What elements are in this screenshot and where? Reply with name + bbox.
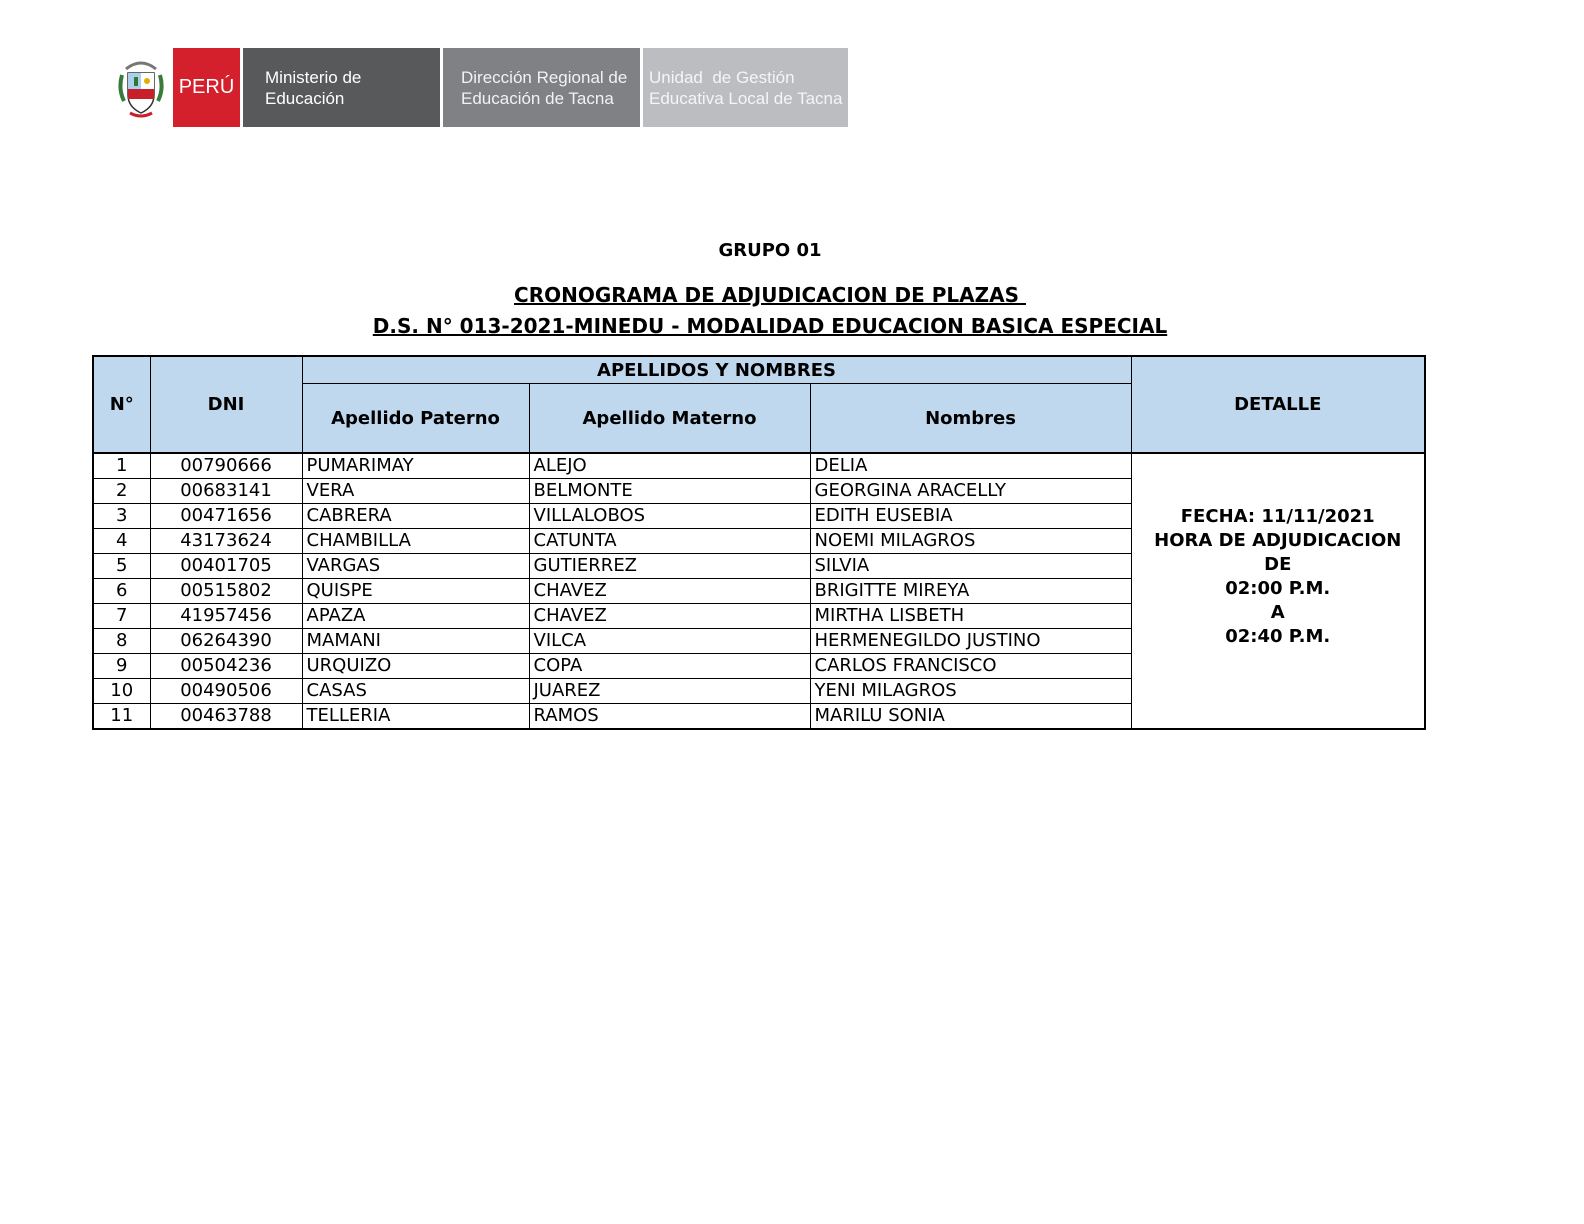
cell-num: 1 [93, 453, 150, 479]
cell-materno: RAMOS [529, 704, 810, 730]
detalle-a: A [1270, 602, 1285, 623]
institution-logo-bar [112, 48, 848, 127]
cell-materno: CATUNTA [529, 529, 810, 554]
document-title: CRONOGRAMA DE ADJUDICACION DE PLAZAS [514, 283, 1026, 307]
cell-nombres: GEORGINA ARACELLY [810, 479, 1131, 504]
cell-paterno: QUISPE [302, 579, 529, 604]
header-materno: Apellido Materno [529, 384, 810, 454]
detalle-start: 02:00 P.M. [1225, 578, 1331, 599]
cell-paterno: APAZA [302, 604, 529, 629]
cell-dni: 00471656 [150, 504, 302, 529]
cell-nombres: CARLOS FRANCISCO [810, 654, 1131, 679]
cell-dni: 00683141 [150, 479, 302, 504]
cell-nombres: SILVIA [810, 554, 1131, 579]
cell-materno: COPA [529, 654, 810, 679]
detalle-end: 02:40 P.M. [1225, 626, 1331, 647]
cell-nombres: HERMENEGILDO JUSTINO [810, 629, 1131, 654]
cell-num: 8 [93, 629, 150, 654]
dre-line-1: Dirección Regional de [461, 67, 628, 87]
detalle-fecha: FECHA: 11/11/2021 [1180, 506, 1375, 527]
cell-paterno: PUMARIMAY [302, 453, 529, 479]
cell-nombres: MIRTHA LISBETH [810, 604, 1131, 629]
table-row [93, 453, 1425, 479]
cell-materno: JUAREZ [529, 679, 810, 704]
cell-materno: ALEJO [529, 453, 810, 479]
cell-nombres: BRIGITTE MIREYA [810, 579, 1131, 604]
ugel-line-1: Unidad de Gestión [649, 67, 795, 87]
cell-materno: BELMONTE [529, 479, 810, 504]
cell-num: 9 [93, 654, 150, 679]
cell-materno: GUTIERREZ [529, 554, 810, 579]
cell-paterno: MAMANI [302, 629, 529, 654]
detalle-hora-label: HORA DE ADJUDICACION [1154, 530, 1402, 551]
ministry-logo [243, 48, 440, 127]
cell-nombres: NOEMI MILAGROS [810, 529, 1131, 554]
cell-paterno: CHAMBILLA [302, 529, 529, 554]
detalle-de: DE [1264, 554, 1292, 575]
cell-dni: 06264390 [150, 629, 302, 654]
header-paterno: Apellido Paterno [302, 384, 529, 454]
cell-num: 5 [93, 554, 150, 579]
cell-nombres: DELIA [810, 453, 1131, 479]
cell-dni: 00504236 [150, 654, 302, 679]
cell-nombres: EDITH EUSEBIA [810, 504, 1131, 529]
cell-nombres: MARILU SONIA [810, 704, 1131, 730]
header-names-group: APELLIDOS Y NOMBRES [302, 356, 1131, 384]
adjudication-table [92, 355, 1426, 730]
cell-num: 7 [93, 604, 150, 629]
peru-coat-of-arms-icon [112, 48, 170, 127]
cell-paterno: TELLERIA [302, 704, 529, 730]
group-title: GRUPO 01 [718, 240, 822, 261]
cell-materno: CHAVEZ [529, 579, 810, 604]
cell-num: 10 [93, 679, 150, 704]
cell-materno: VILCA [529, 629, 810, 654]
cell-dni: 00790666 [150, 453, 302, 479]
cell-dni: 00463788 [150, 704, 302, 730]
cell-paterno: VARGAS [302, 554, 529, 579]
cell-num: 3 [93, 504, 150, 529]
cell-num: 4 [93, 529, 150, 554]
dre-logo [443, 48, 640, 127]
header-nombres: Nombres [810, 384, 1131, 454]
cell-dni: 41957456 [150, 604, 302, 629]
cell-dni: 43173624 [150, 529, 302, 554]
cell-paterno: URQUIZO [302, 654, 529, 679]
peru-logo: PERÚ [173, 48, 240, 127]
cell-num: 6 [93, 579, 150, 604]
header-detalle: DETALLE [1131, 356, 1425, 453]
cell-dni: 00515802 [150, 579, 302, 604]
header-num: N° [93, 356, 150, 453]
cell-nombres: YENI MILAGROS [810, 679, 1131, 704]
ugel-logo [643, 48, 848, 127]
ministry-line-1: Ministerio de [265, 67, 362, 87]
cell-dni: 00490506 [150, 679, 302, 704]
document-subtitle: D.S. N° 013-2021-MINEDU - MODALIDAD EDUCACION BASICA ESPECIAL [372, 314, 1168, 338]
cell-materno: CHAVEZ [529, 604, 810, 629]
cell-dni: 00401705 [150, 554, 302, 579]
ministry-line-2: Educación [265, 88, 345, 108]
cell-paterno: VERA [302, 479, 529, 504]
cell-paterno: CABRERA [302, 504, 529, 529]
cell-num: 2 [93, 479, 150, 504]
dre-line-2: Educación de Tacna [461, 88, 614, 108]
cell-num: 11 [93, 704, 150, 730]
detalle-cell [1131, 453, 1425, 729]
ugel-line-2: Educativa Local de Tacna [649, 88, 843, 108]
cell-paterno: CASAS [302, 679, 529, 704]
header-dni: DNI [150, 356, 302, 453]
cell-materno: VILLALOBOS [529, 504, 810, 529]
